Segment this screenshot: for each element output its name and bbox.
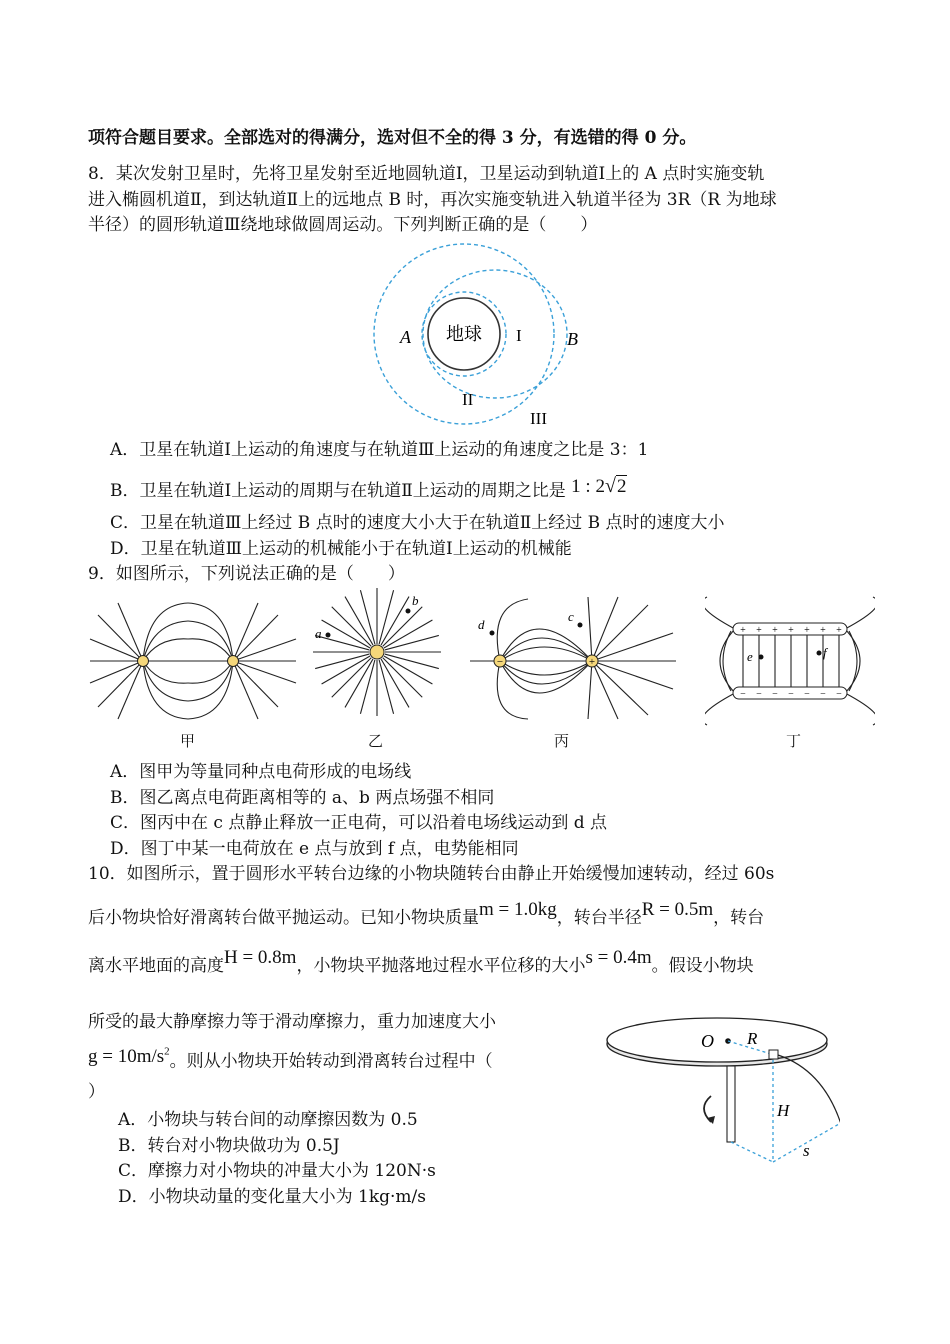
q9-stem: 9．如图所示，下列说法正确的是（ ） — [88, 564, 405, 584]
q10-option-a: A．小物块与转台间的动摩擦因数为 0.5 — [118, 1110, 418, 1130]
plus-sign: + — [740, 625, 746, 636]
plus-sign: + — [820, 625, 826, 636]
sqrt-radicand: 2 — [616, 476, 627, 497]
point-c-label: c — [568, 609, 574, 624]
q8-stem-line-3: 半径）的圆形轨道Ⅲ绕地球做圆周运动。下列判断正确的是（ ） — [88, 215, 598, 235]
minus-sign: − — [756, 689, 762, 700]
orbit-ii-label: II — [462, 390, 474, 409]
radius-expr: R = 0.5m — [641, 899, 714, 920]
minus-sign: − — [772, 689, 778, 700]
q10-turntable-diagram — [605, 1010, 840, 1170]
q10-line3-b: ，小物块平抛落地过程水平位移的大小 — [296, 956, 586, 976]
point-f — [817, 651, 822, 656]
q8-option-b — [110, 474, 627, 503]
field-line — [332, 658, 372, 698]
q9-option-b: B．图乙离点电荷距离相等的 a、b 两点场强不相同 — [110, 788, 495, 808]
field-line — [383, 607, 423, 647]
q8-option-c: C．卫星在轨道Ⅲ上经过 B 点时的速度大小大于在轨道Ⅱ上经过 B 点时的速度大小 — [110, 513, 725, 533]
q8-option-d: D．卫星在轨道Ⅲ上运动的机械能小于在轨道Ⅰ上运动的机械能 — [110, 539, 572, 559]
point-charge — [370, 645, 384, 659]
q10-line2-a: 后小物块恰好滑离转台做平抛运动。已知小物块质量 — [88, 908, 479, 928]
field-line — [332, 607, 372, 647]
radius-label: R — [747, 1029, 758, 1048]
height-label: H — [777, 1101, 790, 1120]
minus-sign: − — [820, 689, 826, 700]
field-line — [383, 658, 423, 698]
point-c — [578, 623, 583, 628]
q8-option-a: A．卫星在轨道Ⅰ上运动的角速度与在轨道Ⅲ上运动的角速度之比是 3：1 — [110, 440, 649, 460]
q8-orbit-diagram — [360, 240, 590, 435]
orbit-i-label: I — [516, 326, 522, 345]
point-a-label: A — [400, 327, 411, 347]
q10-stem-line-6: ） — [88, 1082, 105, 1102]
q10-line2-b: ，转台半径 — [556, 908, 642, 928]
point-d — [490, 631, 495, 636]
plus-sign: + — [772, 625, 778, 636]
point-b-label: b — [412, 593, 419, 608]
turntable-shaft — [727, 1066, 735, 1142]
ratio-text: 1 : 2 — [571, 476, 605, 497]
sqrt-sign-icon: √ — [604, 475, 616, 497]
minus-sign: − — [804, 689, 810, 700]
point-e — [759, 655, 764, 660]
q10-line5-text: 。则从小物块开始转动到滑离转台过程中（ — [169, 1051, 493, 1072]
orbit-iii-label: III — [530, 409, 547, 428]
q10-option-c: C．摩擦力对小物块的冲量大小为 120N·s — [118, 1161, 436, 1181]
charge-2 — [228, 656, 239, 667]
turntable-top — [607, 1018, 827, 1062]
minus-sign: − — [740, 689, 746, 700]
minus-sign: − — [788, 689, 794, 700]
gravity-exponent: 2 — [164, 1046, 170, 1058]
point-d-label: d — [478, 617, 485, 632]
q10-stem-line-2 — [88, 898, 764, 930]
q9-figure-ding — [705, 595, 875, 730]
q9-figure-bing — [468, 595, 678, 720]
q9-option-d: D．图丁中某一电荷放在 e 点与放到 f 点，电势能相同 — [110, 839, 519, 859]
q10-line3-a: 离水平地面的高度 — [88, 956, 224, 976]
q10-option-d: D．小物块动量的变化量大小为 1kg·m/s — [118, 1187, 427, 1207]
gravity-value: g = 10m/s — [88, 1046, 165, 1068]
small-block — [769, 1050, 778, 1059]
section-instruction: 项符合题目要求。全部选对的得满分，选对但不全的得 3 分，有选错的得 0 分。 — [88, 128, 697, 148]
plus-sign: + — [804, 625, 810, 636]
q10-stem-line-4: 所受的最大静摩擦力等于滑动摩擦力，重力加速度大小 — [88, 1012, 496, 1032]
q10-stem-line-3 — [88, 946, 754, 978]
negative-sign: − — [496, 656, 504, 668]
point-b-label: B — [567, 329, 578, 349]
base-line — [731, 1142, 773, 1162]
displacement-expr: s = 0.4m — [585, 947, 652, 968]
displacement-label: s — [803, 1141, 810, 1160]
q8-option-b-text: B．卫星在轨道Ⅰ上运动的周期与在轨道Ⅱ上运动的周期之比是 — [110, 481, 566, 501]
point-f-label: f — [823, 645, 827, 660]
caption-jia: 甲 — [180, 732, 196, 750]
q10-stem-line-5 — [88, 1040, 493, 1073]
point-a — [326, 633, 331, 638]
q8-stem-line-1: 8．某次发射卫星时，先将卫星发射至近地圆轨道Ⅰ，卫星运动到轨道Ⅰ上的 A 点时实施变轨 — [88, 164, 765, 184]
q9-option-a: A．图甲为等量同种点电荷形成的电场线 — [110, 762, 412, 782]
q8-stem-line-2: 进入椭圆机道Ⅱ，到达轨道Ⅱ上的远地点 B 时，再次实施变轨进入轨道半径为 3R（R 为地球 — [88, 190, 777, 210]
center-o-label: O — [701, 1031, 714, 1051]
q10-line3-c: 。假设小物块 — [651, 956, 754, 976]
plus-sign: + — [836, 625, 842, 636]
point-b — [406, 609, 411, 614]
plus-sign: + — [756, 625, 762, 636]
minus-sign: − — [836, 689, 842, 700]
caption-ding: 丁 — [786, 732, 802, 750]
charge-1 — [138, 656, 149, 667]
gravity-expr — [88, 1046, 170, 1067]
mass-expr: m = 1.0kg — [479, 899, 557, 920]
caption-bing: 丙 — [554, 732, 570, 750]
q10-stem-line-1: 10．如图所示，置于圆形水平转台边缘的小物块随转台由静止开始缓慢加速转动，经过 60s — [88, 864, 775, 884]
point-a-label: a — [315, 626, 322, 641]
point-e-label: e — [747, 649, 753, 664]
q9-figure-jia — [88, 595, 298, 720]
q10-option-b: B．转台对小物块做功为 0.5J — [118, 1136, 340, 1156]
positive-sign: + — [588, 656, 596, 668]
q9-figure-yi — [310, 585, 445, 720]
caption-yi: 乙 — [368, 732, 384, 750]
q8-option-b-ratio — [571, 474, 627, 499]
plus-sign: + — [788, 625, 794, 636]
q10-line2-c: ，转台 — [713, 908, 765, 928]
earth-label: 地球 — [446, 324, 482, 344]
height-expr: H = 0.8m — [224, 947, 297, 968]
q9-option-c: C．图丙中在 c 点静止释放一正电荷，可以沿着电场线运动到 d 点 — [110, 813, 608, 833]
